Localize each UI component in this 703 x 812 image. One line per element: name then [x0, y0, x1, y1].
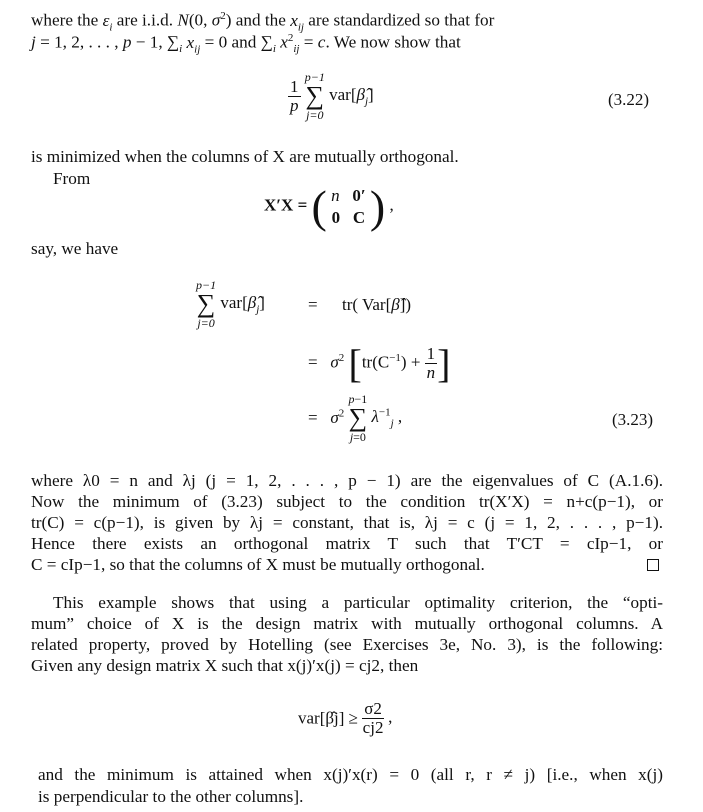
text-line-16: is perpendicular to the other columns].: [38, 787, 304, 806]
sum-sign: p−1 ∑ j=0: [304, 70, 325, 122]
equation-3-23-line2: = $\sigma^2$ [$tr(C^{-1})$ + $\frac{1}{n}$ ]: [308, 341, 451, 386]
text-line-7: Now the minimum of (3.23) subject to the condition tr(X′X) = n+c(p−1), or: [31, 492, 663, 511]
text-line-8: tr(C) = c(p−1), is given by λj = constant, that is, λj = c (j = 1, 2, . . . , p−1).: [31, 513, 663, 532]
text-line-10: C = cIp−1, so that the columns of X must be mutually orthogonal.: [31, 555, 485, 574]
text-line-3: is minimized when the columns of X are mutually orthogonal.: [31, 147, 459, 166]
equation-3-22: $\frac{1}{p}$ p−1 ∑ j=0 $var[\betâ_j]$: [290, 70, 374, 122]
variance-inequality: var[β̂j] ≥ $\frac{\sigma 2}{cj2}$ ,: [298, 699, 393, 737]
text-line-5: say, we have: [31, 239, 119, 258]
text-line-4: From: [53, 169, 91, 188]
text-line-9: Hence there exists an orthogonal matrix T such that T′CT = cIp−1, or: [31, 534, 663, 553]
text-line-2: j = 1, 2, . . . , p − 1, $\sum_i$ $x_{ij} = 0$ and $\sum_i$ $x^2_{ij} = c$. We now show that: [31, 32, 461, 56]
sum-sign: p−1 ∑ j=0: [196, 278, 217, 330]
equation-number-3-23: (3.23): [612, 410, 654, 429]
equation-3-23-line1: p−1 ∑ j=0 $var[\betâ_j]$ = tr( Var[β̂]): [196, 278, 412, 330]
text-line-14: Given any design matrix X such that x(j)′x(j) = cj2, then: [31, 656, 419, 675]
text-line-13: related property, proved by Hotelling (see Exercises 3e, No. 3), is the following:: [31, 635, 663, 654]
sum-sign: p−1 ∑ j=0: [348, 392, 368, 444]
text-line-12: mum” choice of X is the design matrix with mutually orthogonal columns. A: [31, 614, 663, 633]
end-of-proof-icon: [647, 559, 659, 571]
equation-number-3-22: (3.22): [608, 90, 650, 109]
text-line-1: where the $\varepsilon_i$ are i.i.d. N(0, $\sigma^2$) and the $x_{ij}$ are standardized so that for: [31, 10, 495, 34]
text-line-6: where λ0 = n and λj (j = 1, 2, . . . , p − 1) are the eigenvalues of C (A.1.6).: [31, 471, 663, 490]
equation-3-23-line3: = $\sigma^2$ p−1 ∑ j=0 $\lambda^{-1}_j$ ,: [308, 392, 403, 444]
block-matrix: n 0′ 0 C: [331, 185, 366, 227]
text-line-15: and the minimum is attained when x(j)′x(r) = 0 (all r, r ≠ j) [i.e., when x(j): [38, 765, 663, 784]
text-line-11: This example shows that using a particular optimality criterion, the “opti-: [53, 593, 663, 612]
matrix-equation: X′X = ( n 0′ 0 C ) ,: [264, 181, 394, 232]
